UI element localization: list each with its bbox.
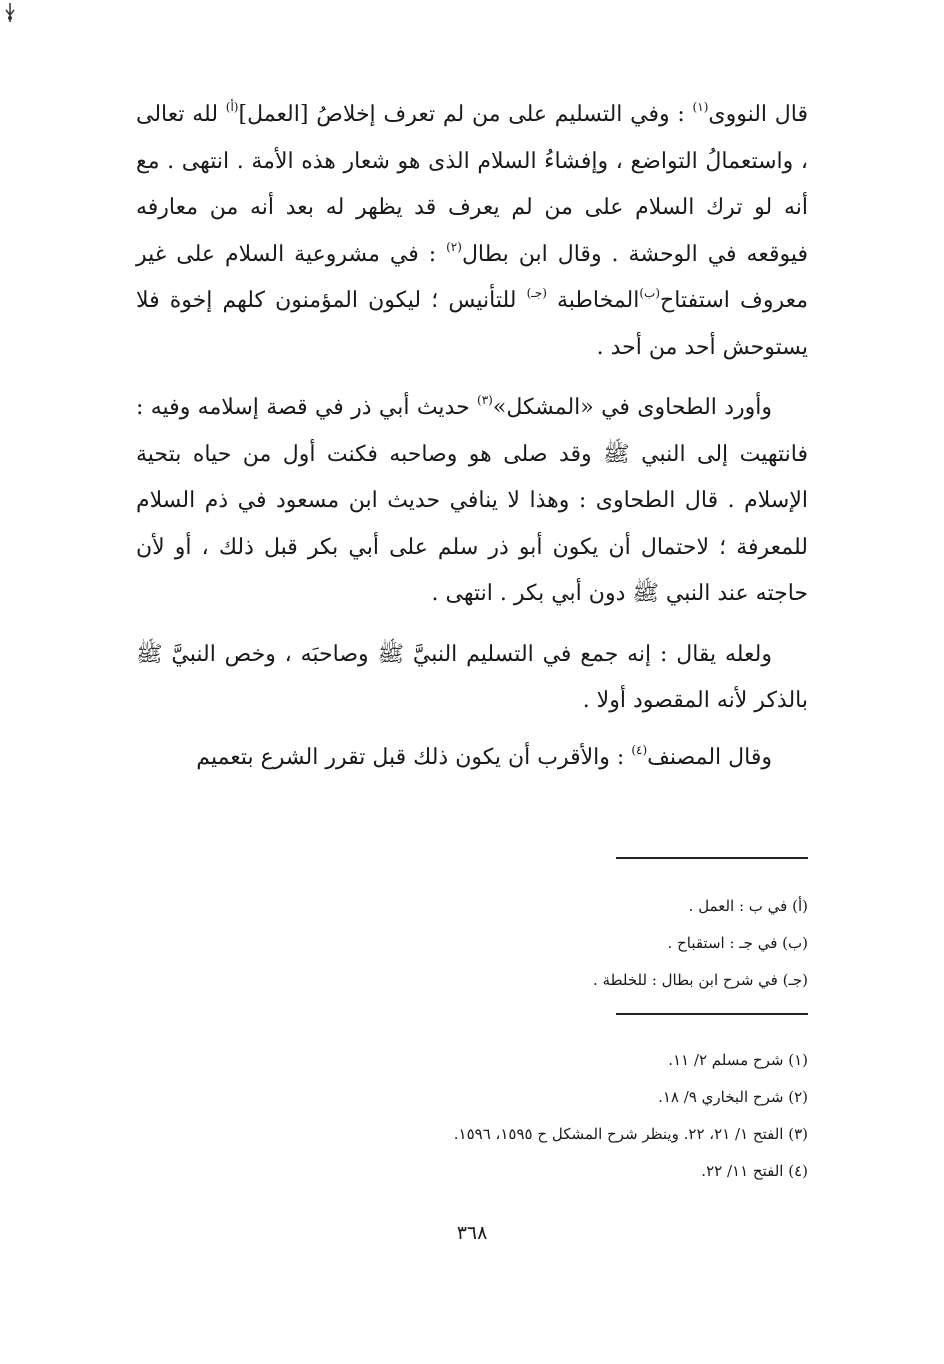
footnote-divider: [616, 1013, 808, 1015]
page-number: ٣٦٨: [456, 1222, 488, 1244]
variant-note: (جـ) في شرح ابن بطال : للخلطة .: [592, 971, 808, 989]
reference-note: (٤) الفتح ١١/ ٢٢.: [701, 1162, 808, 1180]
paragraph-nawawi: [136, 92, 808, 371]
variant-marker: (أ): [225, 100, 239, 114]
text-segment: حديث أبي ذر في قصة إسلامه وفيه : فانتهيت إلى النبي ﷺ وقد صلى هو وصاحبه فكنت أول من حياه بتحية الإسلام . قال الطحاوى : وهذا لا ينافي حديث ابن مسعود في ذم السلام للمعرفة ؛ لاحتمال أن يكون أبو ذر سلم على أبي بكر قبل ذلك ، أو لأن حاجته عند النبي ﷺ دون أبي بكر . انتهى .: [136, 395, 808, 606]
paragraph-musannif: [136, 735, 808, 782]
scan-mark-icon: [3, 2, 17, 24]
footnote-marker: (٤): [631, 742, 648, 757]
text-segment: : وفي التسليم على من لم تعرف إخلاصُ [العمل]: [238, 102, 693, 127]
text-segment: لله تعالى ، واستعمالُ التواضع ، وإفشاءُ السلام الذى هو شعار هذه الأمة . انتهى . مع أنه لو ترك السلام على من لم يعرف قد يظهر له بعد أنه من معارفه فيوقعه في الوحشة . وقال ابن بطال: [136, 102, 808, 267]
text-segment: ولعله يقال : إنه جمع في التسليم النبيَّ ﷺ وصاحبَه ، وخص النبيَّ ﷺ بالذكر لأنه المقصود أولا .: [136, 641, 808, 713]
reference-note: (٣) الفتح ١/ ٢١، ٢٢. وينظر شرح المشكل ح ١٥٩٥، ١٥٩٦.: [453, 1125, 808, 1143]
text-segment: وأورد الطحاوى في «المشكل»: [492, 395, 772, 420]
variant-notes: [188, 888, 808, 999]
text-segment: وقال المصنف: [647, 744, 772, 770]
text-segment: : في مشروعية السلام على غير معروف استفتاح: [136, 241, 808, 313]
variant-note: (ب) في جـ : استقباح .: [667, 934, 808, 952]
text-segment: للتأنيس ؛ ليكون المؤمنون كلهم إخوة فلا يستوحش أحد من أحد .: [136, 288, 808, 360]
paragraph-explanation: [136, 632, 808, 725]
variant-marker: (جـ): [526, 286, 547, 300]
footnote-marker: (٢): [446, 239, 462, 254]
text-segment: قال النووى: [708, 102, 808, 127]
reference-note: (٢) شرح البخاري ٩/ ١٨.: [658, 1088, 808, 1106]
footnote-divider: [616, 857, 808, 859]
paragraph-tahawi: [136, 385, 808, 618]
reference-note: (١) شرح مسلم ٢/ ١١.: [668, 1051, 808, 1069]
reference-notes: [188, 1042, 808, 1190]
text-segment: المخاطبة: [546, 288, 640, 313]
text-segment: : والأقرب أن يكون ذلك قبل تقرر الشرع بتعميم: [196, 744, 632, 770]
footnote-marker: (٣): [477, 393, 493, 407]
main-text: [136, 92, 808, 781]
variant-marker: (ب): [639, 286, 661, 300]
footnote-marker: (١): [692, 100, 709, 114]
variant-note: (أ) في ب : العمل .: [688, 897, 808, 915]
